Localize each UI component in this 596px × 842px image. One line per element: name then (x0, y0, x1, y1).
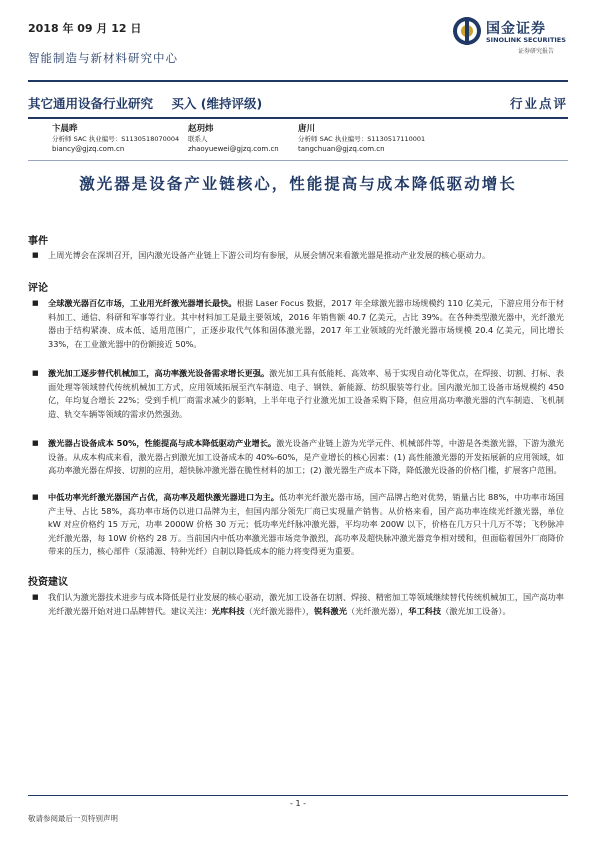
author-name: 唐川 (298, 124, 316, 134)
section-comment: 评论 (28, 283, 48, 294)
author-1 (52, 124, 179, 154)
section-event: 事件 (28, 236, 48, 247)
bullet-icon: ■ (32, 299, 39, 307)
footer-disclaimer: 敬请参阅最后一页特别声明 (28, 814, 118, 823)
report-date: 2018 年 09 月 12 日 (28, 22, 142, 35)
paragraph-invest: ■ 我们认为激光器技术进步与成本降低是行业发展的核心驱动，激光加工设备在切割、焊接、精密加工等领域继续替代传统机械加工，国产高功率光纤激光器开始对进口品牌替代。建议关注：光库科技（光纤激光器件），锐科激光（光纤激光器），华工科技（激光加工设备）。 (32, 592, 564, 616)
author-email[interactable]: zhaoyuewei@gjzq.com.cn (188, 145, 279, 153)
paragraph-comment-1: ■ 全球激光器百亿市场，工业用光纤激光器增长最快。根据 Laser Focus 数据，2017 年全球激光器市场规模约 110 亿美元，下游应用分布于材料加工、通信、科研和军事等行业。其中材料加工是最主要领域，2016 年销售额 40.7 亿美元，占比 39%。在各种类型激光器中，光纤激光器由于结构紧凑、成本低、适用范围广，正逐步取代气体和固体激光器，2017 年工业领域的光纤激光器市场规模 20.4 亿美元，同比增长 33%，在工业激光器中的份额接近 50%。 (32, 298, 564, 349)
author-name: 赵玥炜 (188, 124, 214, 134)
logo-cn-text: 国金证券 (486, 21, 546, 37)
logo-en-text: SINOLINK SECURITIES (486, 36, 566, 44)
author-role: 分析师 SAC 执业编号：S1130517110001 (298, 135, 426, 143)
header-rule-top (28, 80, 568, 82)
author-rule (28, 160, 568, 161)
bullet-icon: ■ (32, 369, 39, 377)
author-email[interactable]: biancy@gjzq.com.cn (52, 145, 125, 153)
section-invest: 投资建议 (28, 577, 68, 588)
author-role: 分析师 SAC 执业编号：S1130518070004 (52, 135, 180, 143)
author-3 (298, 124, 425, 154)
bullet-icon: ■ (32, 439, 39, 447)
author-role: 联系人 (188, 135, 208, 143)
company-logo (452, 14, 572, 54)
industry-name: 其它通用设备行业研究 (28, 96, 154, 111)
bullet-icon: ■ (32, 593, 39, 601)
author-name: 卞晨晔 (52, 124, 78, 134)
rating: 买入 (维持评级) (171, 96, 263, 111)
footer-rule (28, 795, 568, 796)
bullet-icon: ■ (32, 493, 39, 501)
paragraph-comment-4: ■ 中低功率光纤激光器国产占优，高功率及超快激光器进口为主。低功率光纤激光器市场，国产品牌占绝对优势，销量占比 88%，中功率市场国产主导、占比 58%，高功率市场仍以进口品牌为主，但国内部分领先厂商已实现量产销售。从价格来看，国产高功率连续光纤激光器，单位 kW 对应价格约 15 万元，功率 2000W 价格 30 万元；低功率光纤脉冲激光器，平均功率 200W 以下，价格在几万只十几万不等；飞秒脉冲光纤激光器，每 10W 价格约 28 万。当前国内中低功率激光器市场竞争激烈，高功率及超快脉冲激光器竞争相对缓和，但面临着国外厂商降价带来的压力，核心部件（泵浦源、特种光纤）自制以降低成本的能力将变得更为重要。 (32, 492, 564, 557)
research-center: 智能制造与新材料研究中心 (28, 51, 178, 65)
industry-rating-bar (28, 94, 276, 112)
report-title: 激光器是设备产业链核心，性能提高与成本降低驱动增长 (79, 175, 517, 193)
report-type: 行业点评 (509, 96, 568, 111)
author-email[interactable]: tangchuan@gjzq.com.cn (298, 145, 385, 153)
logo-sub-text: 证券研究报告 (518, 48, 555, 55)
header-rule-bottom (28, 117, 568, 119)
paragraph-comment-3: ■ 激光器占设备成本 50%，性能提高与成本降低驱动产业增长。激光设备产业链上游为光学元件、机械部件等，中游是各类激光器，下游为激光设备。从成本构成来看，激光器占到激光加工设备成本的 40%-60%，是产业增长的核心因素：(1) 高性能激光器的开发拓展新的应用领域，如高功率激光器在焊接、切割的应用，超快脉冲激光器在脆性材料的加工；(2) 激光器生产成本下降，降低激光设备的价格门槛，扩展客户范围。 (32, 438, 564, 476)
page-number: - 1 - (290, 799, 306, 808)
author-2 (188, 124, 279, 154)
paragraph-event: ■ 上周光博会在深圳召开，国内激光设备产业链上下游公司均有参展，从展会情况来看激光器是推动产业发展的核心驱动力。 (32, 249, 564, 263)
bullet-icon: ■ (32, 251, 39, 259)
sinolink-logo-icon (452, 16, 482, 46)
paragraph-comment-2: ■ 激光加工逐步替代机械加工，高功率激光设备需求增长更强。激光加工具有低能耗、高效率、易于实现自动化等优点，在焊接、切割、打标、表面处理等领域替代传统机械加工方式，应用领域拓展至汽车制造、电子、钢铁、新能源、纺织服装等行业。国内激光加工设备市场规模约 450 亿，年均复合增长 22%；受到手机厂商需求减少的影响，上半年电子行业激光加工设备采购下降，但应用高功率激光器的汽车制造、飞机制造、轨交车辆等领域的需求仍然强劲。 (32, 368, 564, 419)
